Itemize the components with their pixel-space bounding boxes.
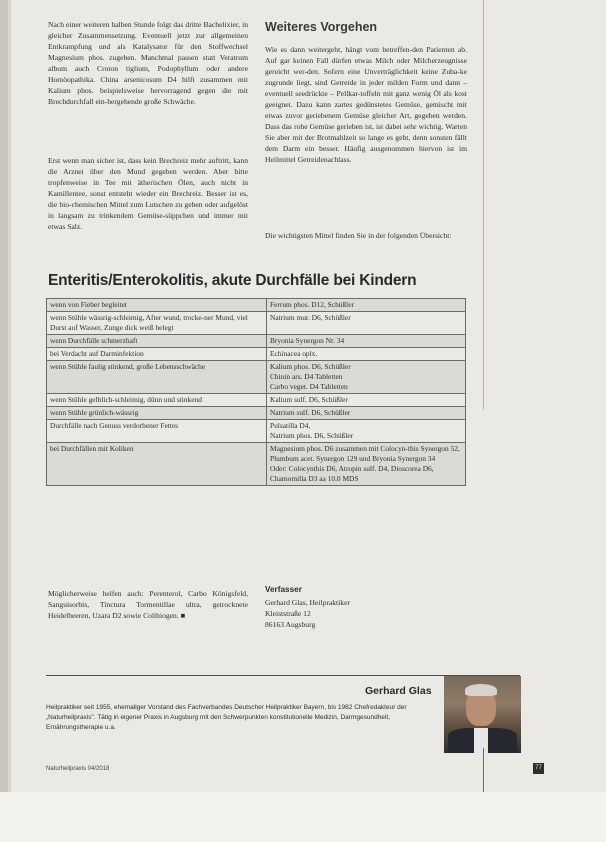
symptom-cell: wenn Stühle wässrig-schleimig, After wund, trocke-ner Mund, viel Durst auf Wasser, Zunge dick weiß belegt xyxy=(47,312,267,335)
footer-divider xyxy=(483,748,484,792)
remedy-cell: Ferrum phos. D12, Schüßler xyxy=(267,299,466,312)
remedy-cell: Kalium phos. D6, Schüßler Chinin ars. D4 Tabletten Carbo veget. D4 Tabletten xyxy=(267,361,466,394)
author-address-city: 86163 Augsburg xyxy=(265,620,316,629)
remedy-cell: Echinacea oplx. xyxy=(267,348,466,361)
table-row xyxy=(47,312,466,335)
table-row xyxy=(47,420,466,443)
page-binding-edge xyxy=(8,0,11,842)
author-address-name: Gerhard Glas, Heilpraktiker xyxy=(265,598,350,607)
table-row xyxy=(47,394,466,407)
table-row xyxy=(47,348,466,361)
remedy-cell: Bryonia Synergon Nr. 34 xyxy=(267,335,466,348)
remedy-cell: Magnesium phos. D6 zusammen mit Colocyn-this Synergon 52, Plumbum acet. Synergon 129 und Bryonia Synergon 34 Oder: Colocynthis D6, Atropin sulf. D4, Dioscorea D6, Chamomilla D3 aa 10.0 MDS xyxy=(267,443,466,486)
page-binding-shadow xyxy=(0,0,8,842)
symptom-cell: wenn von Fieber begleitet xyxy=(47,299,267,312)
photo-shirt xyxy=(474,728,488,753)
remedy-cell: Kalium sulf. D6, Schüßler xyxy=(267,394,466,407)
remedy-cell: Natrium mur. D6, Schüßler xyxy=(267,312,466,335)
table-row xyxy=(47,443,466,486)
table-row xyxy=(47,335,466,348)
further-remedies-paragraph: Möglicherweise helfen auch: Perenterol, Carbo Königsfeld, Sanguisorbis, Tinctura Tormentillae ultra, getrocknete Heidelbeeren, Uzara D2 sowie Colibiogen. ■ xyxy=(48,589,248,620)
author-address-street: Kleiststraße 12 xyxy=(265,609,311,618)
table-title: Enteritis/Enterokolitis, akute Durchfälle bei Kindern xyxy=(48,272,417,289)
body-paragraph-1: Nach einer weiteren halben Stunde folgt das dritte Bachelixier, in gleicher Zusammensetzung. Eventuell jetzt zur allgemeinen Entkrampfung und als Katalysator für den Stoffwechsel Magnesium phos. zugeben. Manchmal passen statt Veratrum album auch Croton tiglium, Podophyllum oder andere Homöopathika. China arsenicosum D4 hilft zusammen mit Kalium phos. beispielsweise hervorragend gegen die mit Brechdurchfall ein-hergehende große Schwäche. xyxy=(48,20,248,106)
author-address xyxy=(265,597,350,630)
bio-name: Gerhard Glas xyxy=(365,685,432,697)
remedy-table xyxy=(46,298,466,486)
symptom-cell: Durchfälle nach Genuss verdorbener Fettes xyxy=(47,420,267,443)
section-heading: Weiteres Vorgehen xyxy=(265,20,378,34)
journal-footer: Naturheilpraxis 04/2018 xyxy=(46,766,110,772)
photo-hair xyxy=(465,684,497,696)
table-row xyxy=(47,299,466,312)
symptom-cell: bei Verdacht auf Darminfektion xyxy=(47,348,267,361)
symptom-cell: bei Durchfällen mit Koliken xyxy=(47,443,267,486)
page-number: 77 xyxy=(533,763,544,774)
table-row xyxy=(47,407,466,420)
body-paragraph-3: Wie es dann weitergeht, hängt vom betreffen-den Patienten ab. Auf gar keinen Fall dürfen etwas Milch oder Milcherzeugnisse gereicht wer-den. Sofern eine Unverträglichkeit keine Zuba-ke zugrunde liegt, sind Getreide in jeder milden Form und dann – eventuell seedrückte – Pellkar-toffeln mit ganz wenig Öl als kost geeignet. Dazu kann zartes gedünstetes Gemüse, gemischt mit etwas zuvor geriebenem Gemüse gleicher Art, gegeben werden. Dass das rohe Gemüse gerieben ist, ist dabei sehr wichtig. Warten Sie aber mit der Brotmahlzeit so lange es geht, denn sonsten fällt dem Darm ein besser. Häufig ausgenommen hiervon ist im Heilmittel Getreidenachlass. xyxy=(265,45,467,164)
symptom-cell: wenn Stühle faulig stinkend, große Lebensschwäche xyxy=(47,361,267,394)
remedy-cell: Pulsatilla D4, Natrium phos. D6, Schüßler xyxy=(267,420,466,443)
symptom-cell: wenn Stühle grünlich-wässrig xyxy=(47,407,267,420)
bio-text: Heilpraktiker seit 1955, ehemaliger Vorstand des Fachverbandes Deutscher Heilpraktiker Bayern, bis 1982 Chefredakteur der „Naturheilpraxis". Tätig in eigener Praxis in Augsburg mit den Schwerpunkten konstitutionelle Medizin, Darmgesundheit, Ernährungstherapie u.a. xyxy=(46,704,407,731)
body-paragraph-2: Erst wenn man sicher ist, dass kein Brechreiz mehr auftritt, kann die Arznei über den Mund gegeben werden. Aber bitte tropfenweise in Tee mit ätherischen Ölen, auch nicht in Kamillentee, sonst entsteht wieder ein Brechreiz. Besser ist es, die bio-chemischen Mittel zum Lutschen zu geben oder aufgelöst in langsam zu trinkendem Gemüse-süppchen und immer mit etwas Salz. xyxy=(48,156,248,231)
symptom-cell: wenn Durchfälle schmerzhaft xyxy=(47,335,267,348)
column-divider xyxy=(483,0,484,410)
table-row xyxy=(47,361,466,394)
body-paragraph-4: Die wichtigsten Mittel finden Sie in der folgenden Übersicht: xyxy=(265,231,452,240)
page-bottom-margin xyxy=(0,792,606,842)
symptom-cell: wenn Stühle gelblich-schleimig, dünn und stinkend xyxy=(47,394,267,407)
remedy-cell: Natrium sulf. D6, Schüßler xyxy=(267,407,466,420)
author-photo xyxy=(444,676,521,753)
author-heading: Verfasser xyxy=(265,585,302,594)
